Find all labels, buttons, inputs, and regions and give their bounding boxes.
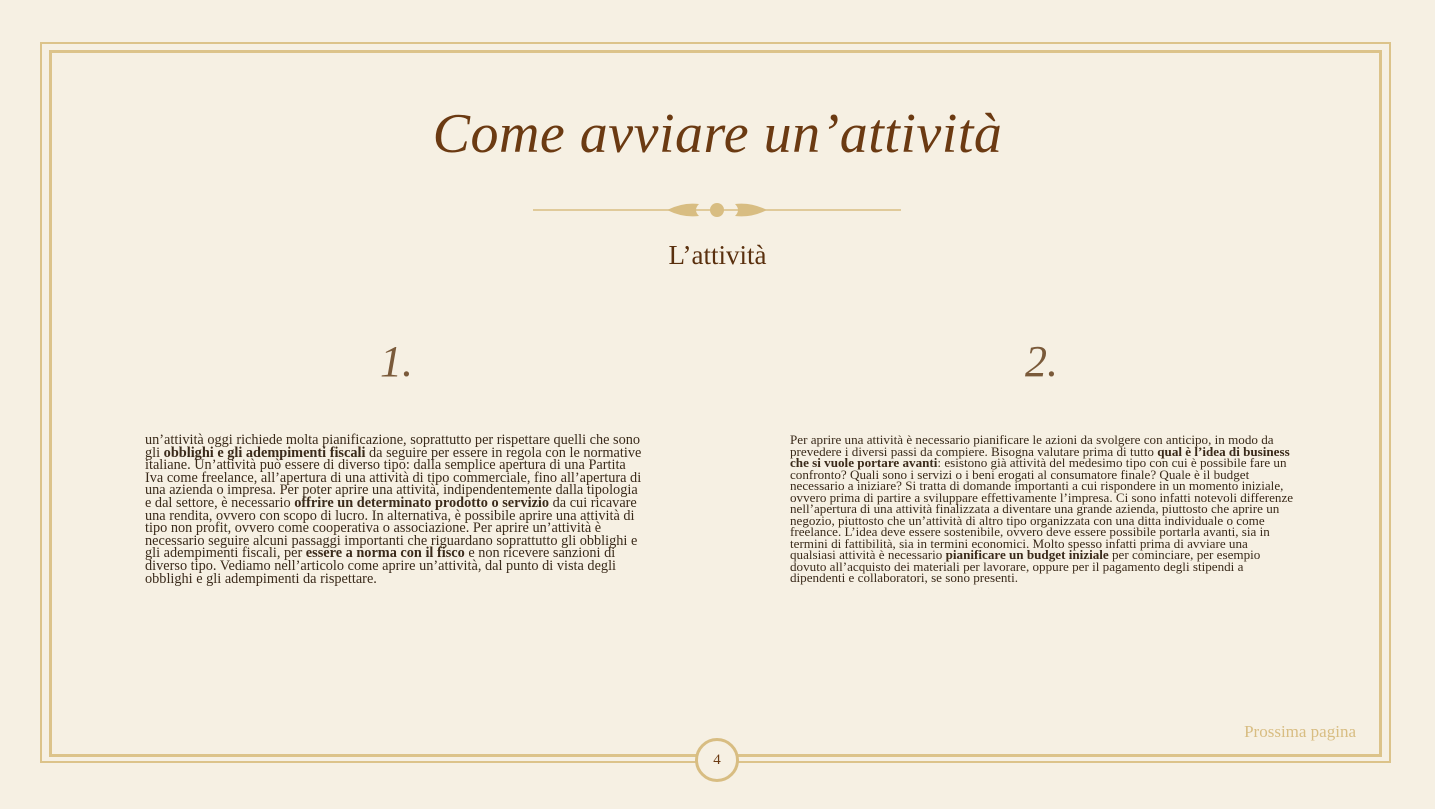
- page-number: 4: [713, 751, 721, 768]
- divider-ornament-icon: [533, 198, 901, 222]
- text-run: Per aprire una attività è necessario pianificare le azioni da svolgere con anticipo, in modo da prevedere i diversi passi da compiere. Bisogna valutare prima di tutto: [790, 432, 1274, 459]
- bold-text-run: qual è l’idea di business che si vuole portare avanti: [790, 443, 1290, 470]
- bold-text-run: offrire un determinato prodotto o servizio: [294, 494, 550, 511]
- text-run: un’attività oggi richiede molta pianificazione, soprattutto per rispettare quelli che sono gli: [145, 432, 641, 461]
- text-run: e non ricevere sanzioni di diverso tipo. Vediamo nell’articolo come aprire un’attività, dal punto di vista degli obblighi e gli adempimenti da rispettare.: [145, 545, 617, 587]
- section-number-2: 2.: [1025, 337, 1058, 386]
- page-number-badge: [695, 738, 739, 782]
- bold-text-run: essere a norma con il fisco: [305, 545, 465, 562]
- bold-text-run: pianificare un budget iniziale: [945, 547, 1109, 562]
- bold-text-run: obblighi e gli adempimenti fiscali: [163, 444, 366, 461]
- text-run: da seguire per essere in regola con le normative italiane. Un’attività può essere di diverso tipo: dalla semplice apertura di una Partita Iva come freelance, all’apertura di una attività di tipo commerciale, fino all’apertura di una azienda o impresa. Per poter aprire una attività, indipendentemente dalla tipologia e dal settore, è necessario: [145, 444, 642, 511]
- section-2-text: [790, 434, 1295, 584]
- text-run: : esistono già attività del medesimo tipo con cui è possibile fare un confronto? Quali sono i servizi o i beni erogati al consumatore finale? Quale è il budget necessario a iniziare? Si tratta di domande importanti a cui rispondere in un momento iniziale, ovvero prima di partire a sviluppare effettivamente l’impresa. Ci sono infatti notevoli differenze nell’apertura di una attività finalizzata a diventare una grande azienda, piuttosto che aprire un negozio, piuttosto che un’attività di altro tipo organizzata con una ditta individuale o come freelance. L’idea deve essere sostenibile, ovvero deve essere possibile portarla avanti, sia in termini di fattibilità, sia in termini economici. Molto spesso infatti prima di avviare una qualsiasi attività è necessario: [790, 455, 1294, 562]
- next-page-link[interactable]: Prossima pagina: [1244, 722, 1356, 741]
- text-run: per cominciare, per esempio dovuto all’acquisto dei materiali per lavorare, oppure per il pagamento degli stipendi a dipendenti e collaboratori, se sono presenti.: [790, 547, 1261, 585]
- section-number-1: 1.: [380, 337, 413, 386]
- page-title: Come avviare un’attività: [432, 103, 1003, 165]
- section-1-text: [145, 434, 645, 585]
- text-run: da cui ricavare una rendita, ovvero con scopo di lucro. In alternativa, è possibile aprire una attività di tipo non profit, ovvero come cooperativa o associazione. Per aprire un’attività è necessario seguire alcuni passaggi importanti che riguardano soprattutto gli obblighi e gli adempimenti fiscali, per: [145, 494, 638, 562]
- section-subtitle: L’attività: [668, 240, 767, 270]
